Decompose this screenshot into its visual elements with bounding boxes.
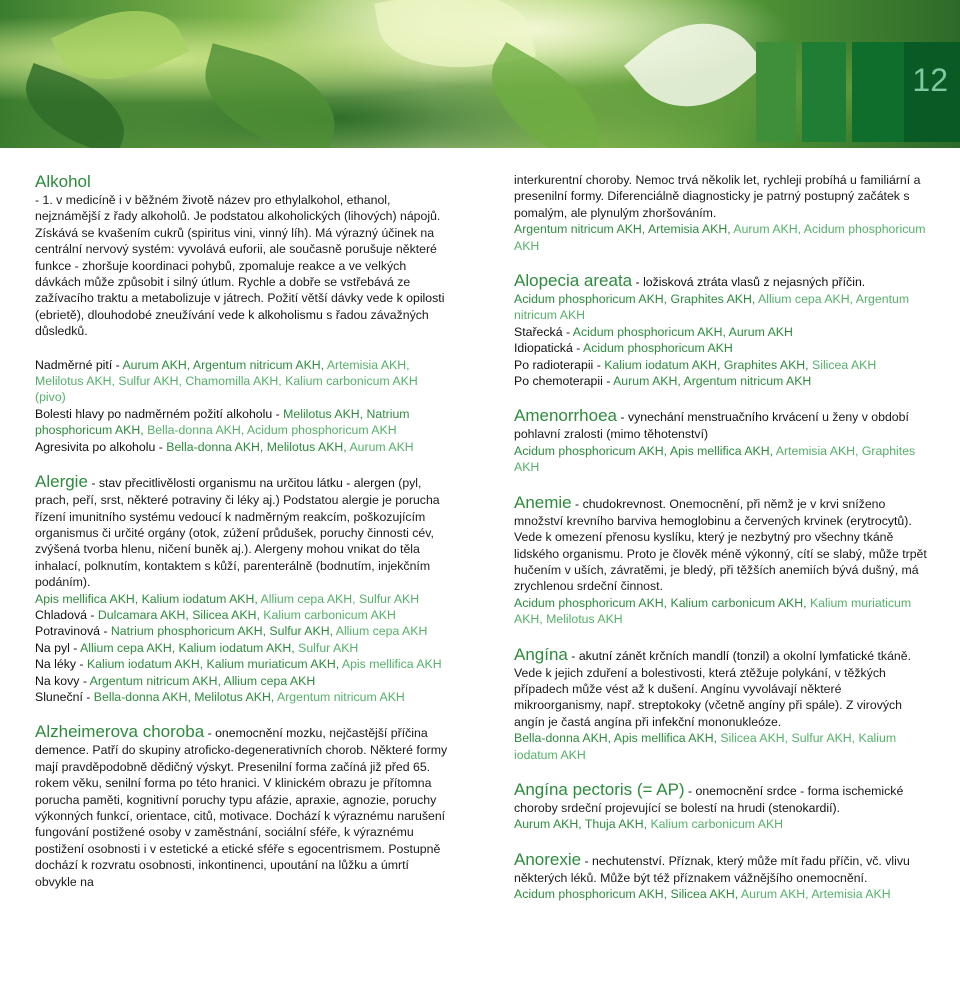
remedy-line: Na pyl - Allium cepa AKH, Kalium iodatum AKH, Sulfur AKH — [35, 640, 359, 655]
section-description: Alzheimerova choroba - onemocnění mozku, nejčastější příčina demence. Patří do skupiny atroficko-degenerativních chorob. Některé formy mají pravděpodobně dědičný výskyt. Presenilní forma začíná již před 65. rokem věku, senilní forma po této hranici. V klinickém obrazu je přítomna porucha paměti, kognitivní poruchy typu afázie, apraxie, agnozie, poruchy výkonných funkcí, orientace, citů, motivace. Dochází k výraznému narušení fungování postižené osoby v zaměstnání, sociální sféře, k výraznému postižení osobnosti i v estetické a etické sféře s egocentrismem. Postupně dochází k rozvratu osobnosti, inkontinenci, upoutání na lůžku a úmrtí obvykle na — [35, 722, 448, 889]
section-alergie — [35, 472, 450, 705]
section-alopecia — [514, 271, 934, 389]
color-band — [756, 42, 796, 142]
section-description: Angína pectoris (= AP) - onemocnění srdce - forma ischemické choroby srdeční projevující se bolestí na hrudi (stenokardií). — [514, 779, 904, 815]
left-column — [35, 172, 450, 890]
section-title: Alkohol — [35, 172, 91, 191]
remedy-line: Po chemoterapii - Aurum AKH, Argentum nitricum AKH — [514, 374, 812, 389]
remedy-line: Sluneční - Bella-donna AKH, Melilotus AKH, Argentum nitricum AKH — [35, 689, 405, 704]
section-amenorrhoea — [514, 406, 934, 475]
section-alkohol-remedies — [35, 357, 450, 455]
section-angina-pectoris — [514, 780, 934, 833]
section-anorexie — [514, 850, 934, 903]
remedy-line: Bella-donna AKH, Apis mellifica AKH, Silicea AKH, Sulfur AKH, Kalium iodatum AKH — [514, 731, 897, 762]
remedy-line: Na kovy - Argentum nitricum AKH, Allium cepa AKH — [35, 673, 316, 688]
remedy-line: Apis mellifica AKH, Kalium iodatum AKH, Allium cepa AKH, Sulfur AKH — [35, 591, 420, 606]
section-description: Amenorrhoea - vynechání menstruačního krvácení u ženy v období pohlavní zralosti (mimo těhotenství) — [514, 406, 909, 442]
remedy-line: Na léky - Kalium iodatum AKH, Kalium muriaticum AKH, Apis mellifica AKH — [35, 657, 442, 672]
section-heading: Alopecia areata - ložisková ztráta vlasů z nejasných příčin. — [514, 271, 866, 291]
color-band — [852, 42, 904, 142]
header-foliage-banner — [0, 0, 960, 148]
section-description: - 1. v medicíně i v běžném životě název pro ethylalkohol, ethanol, nejznámější z řady alkoholů. Je podstatou alkoholických (lihových) nápojů. Získává se kvašením cukrů (spiritus vini, vinný líh). Má výrazný účinek na centrální nervový systém: vyvolává euforii, ale současně porušuje některé funkce - zhoršuje koordinaci pohybů, zpomaluje reakce a ve velkých dávkách může způsobit i silný útlum. Rychle a dobře se vstřebává ze zažívacího traktu a metabolizuje v játrech. Požití větší dávky vede k opilosti (ebrietě), dlouhodobé zneužívání vede k alkoholismu s řadou závažných důsledků. — [35, 193, 445, 339]
remedy-line: Chladová - Dulcamara AKH, Silicea AKH, Kalium carbonicum AKH — [35, 607, 396, 622]
section-description: Anorexie - nechutenství. Příznak, který může mít řadu příčin, vč. vlivu některých léků. Může být též příznakem vážnějšího onemocnění. — [514, 849, 910, 885]
remedy-line: Idiopatická - Acidum phosphoricum AKH — [514, 341, 733, 356]
remedy-line: Aurum AKH, Thuja AKH, Kalium carbonicum AKH — [514, 817, 784, 832]
remedy-line: Acidum phosphoricum AKH, Apis mellifica AKH, Artemisia AKH, Graphites AKH — [514, 443, 916, 475]
section-description: Alergie - stav přecitlivělosti organismu na určitou látku - alergen (pyl, prach, peří, srst, některé potraviny či léky aj.) Podstatou alergie je porucha řízení imunitního systému vedoucí k nadměrným reakcím, poškozujícím organismus či určité orgány (otok, zúžení průdušek, poruchy činnosti cév, zvýšená tvorba hlenu, ničení buněk aj.). Alergeny mohou vnikat do těla inhalací, polknutím, kontaktem s kůží, parenterálně (bodnutím, injekčním podáním). — [35, 472, 440, 590]
color-band — [802, 42, 846, 142]
remedy-line: Acidum phosphoricum AKH, Kalium carbonicum AKH, Kalium muriaticum AKH, Melilotus AKH — [514, 595, 912, 627]
remedy-line: Potravinová - Natrium phosphoricum AKH, Sulfur AKH, Allium cepa AKH — [35, 624, 428, 639]
section-alkohol — [35, 172, 450, 340]
leaf-decoration — [192, 43, 348, 148]
remedy-line: Agresivita po alkoholu - Bella-donna AKH, Melilotus AKH, Aurum AKH — [35, 439, 414, 454]
section-alzheimer — [35, 722, 450, 890]
remedy-line: Acidum phosphoricum AKH, Graphites AKH, Allium cepa AKH, Argentum nitricum AKH — [514, 292, 910, 323]
section-description: Anemie - chudokrevnost. Onemocnění, při němž je v krvi sníženo množství krevního barviva hemoglobinu a červených krvinek (erytrocytů). Vede k omezení přenosu kyslíku, který je nezbytný pro všechny tkáně lidského organismu. Proto je člověk méně výkonný, cítí se slabý, může trpět hučením v uších, závratěmi, je bledý, při těžších anemiích bývá dušný, má zrychlenou srdeční činnost. — [514, 492, 927, 594]
section-description: Angína - akutní zánět krčních mandlí (tonzil) a okolní lymfatické tkáně. Vede k jejich zduření a bolestivosti, která ztěžuje polykání, v těžkých případech může vést až k dušení. Angínu vyvolávají některé mikroorganismy, např. streptokoky (včetně angíny při spále). Z virových angín je častá angína při infekční mononukleóze. — [514, 644, 912, 729]
remedy-line: Bolesti hlavy po nadměrném požití alkoholu - Melilotus AKH, Natrium phosphoricum AKH, Bella-donna AKH, Acidum phosphoricum AKH — [35, 406, 410, 438]
remedy-line: Argentum nitricum AKH, Artemisia AKH, Aurum AKH, Acidum phosphoricum AKH — [514, 222, 926, 253]
right-column — [514, 172, 934, 903]
section-angina — [514, 645, 934, 763]
remedy-line: Po radioterapii - Kalium iodatum AKH, Graphites AKH, Silicea AKH — [514, 357, 877, 372]
section-description: interkurentní choroby. Nemoc trvá několik let, rychleji probíhá u familiární a presenilní formy. Diferenciálně diagnosticky je patrný postupný začátek s pomalým, ale plynulým zhoršováním. — [514, 173, 921, 220]
remedy-line: Acidum phosphoricum AKH, Silicea AKH, Aurum AKH, Artemisia AKH — [514, 887, 891, 902]
section-anemie — [514, 493, 934, 628]
remedy-line: Stařecká - Acidum phosphoricum AKH, Aurum AKH — [514, 324, 793, 339]
section-alzheimer-continued — [514, 172, 934, 254]
leaf-decoration — [624, 0, 766, 135]
remedy-line: Nadměrné pití - Aurum AKH, Argentum nitricum AKH, Artemisia AKH, Melilotus AKH, Sulfur AKH, Chamomilla AKH, Kalium carbonicum AKH (pivo) — [35, 357, 418, 405]
page-number: 12 — [912, 62, 948, 98]
